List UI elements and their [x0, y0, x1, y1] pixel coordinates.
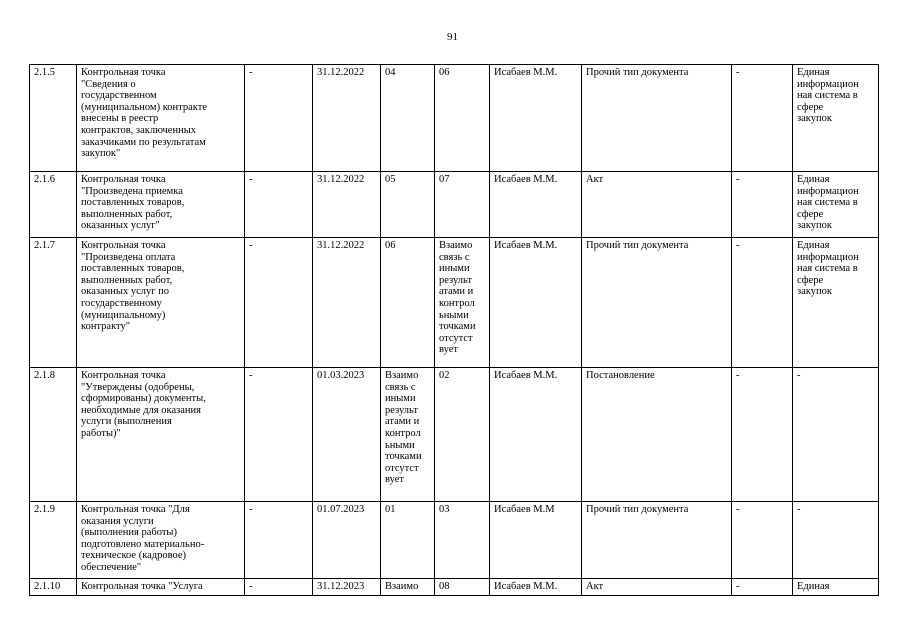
cell-dash: - — [732, 579, 793, 596]
cell-date: 31.12.2022 — [313, 238, 381, 368]
cell-information-system: Единая информацион ная система в сфере закупок — [793, 172, 879, 238]
cell-control-point: Контрольная точка "Произведена приемка поставленных товаров, выполненных работ, оказанных услуг" — [77, 172, 245, 238]
cell-number: 2.1.9 — [30, 502, 77, 579]
cell-date: 31.12.2022 — [313, 172, 381, 238]
cell-document-type: Прочий тип документа — [582, 65, 732, 172]
cell-date: 01.07.2023 — [313, 502, 381, 579]
cell-document-type: Прочий тип документа — [582, 238, 732, 368]
cell-document-type: Акт — [582, 579, 732, 596]
cell-dash: - — [245, 172, 313, 238]
cell-date: 31.12.2022 — [313, 65, 381, 172]
table-row — [30, 65, 879, 172]
page-number: 91 — [447, 31, 458, 43]
cell-information-system: - — [793, 502, 879, 579]
table-row — [30, 172, 879, 238]
cell-number: 2.1.10 — [30, 579, 77, 596]
cell-previous: 05 — [381, 172, 435, 238]
cell-date: 31.12.2023 — [313, 579, 381, 596]
cell-next: 08 — [435, 579, 490, 596]
cell-document-type: Постановление — [582, 368, 732, 502]
cell-document-type: Прочий тип документа — [582, 502, 732, 579]
cell-information-system: - — [793, 368, 879, 502]
cell-number: 2.1.5 — [30, 65, 77, 172]
cell-control-point: Контрольная точка "Утверждены (одобрены, сформированы) документы, необходимые для оказания услуги (выполнения работы)" — [77, 368, 245, 502]
cell-next: 02 — [435, 368, 490, 502]
cell-number: 2.1.7 — [30, 238, 77, 368]
cell-dash: - — [245, 579, 313, 596]
control-points-table — [29, 64, 879, 596]
table-row — [30, 579, 879, 596]
cell-dash: - — [245, 502, 313, 579]
cell-responsible: Исабаев М.М. — [490, 368, 582, 502]
cell-dash: - — [732, 368, 793, 502]
cell-responsible: Исабаев М.М. — [490, 238, 582, 368]
cell-responsible: Исабаев М.М. — [490, 172, 582, 238]
table-row — [30, 238, 879, 368]
table-row — [30, 368, 879, 502]
table-row — [30, 502, 879, 579]
cell-dash: - — [732, 65, 793, 172]
cell-dash: - — [245, 65, 313, 172]
cell-document-type: Акт — [582, 172, 732, 238]
cell-control-point: Контрольная точка "Произведена оплата поставленных товаров, выполненных работ, оказанных услуг по государственному (муниципальному) контракту" — [77, 238, 245, 368]
cell-responsible: Исабаев М.М. — [490, 579, 582, 596]
cell-next: 03 — [435, 502, 490, 579]
cell-previous: 04 — [381, 65, 435, 172]
cell-date: 01.03.2023 — [313, 368, 381, 502]
cell-next: Взаимо связь с иными результ атами и контрол ьными точками отсутст вует — [435, 238, 490, 368]
cell-information-system: Единая — [793, 579, 879, 596]
cell-control-point: Контрольная точка "Услуга — [77, 579, 245, 596]
cell-control-point: Контрольная точка "Для оказания услуги (выполнения работы) подготовлено материально- техническое (кадровое) обеспечение" — [77, 502, 245, 579]
cell-control-point: Контрольная точка "Сведения о государственном (муниципальном) контракте внесены в реестр контрактов, заключенных заказчиками по результатам закупок" — [77, 65, 245, 172]
cell-number: 2.1.6 — [30, 172, 77, 238]
cell-previous: 06 — [381, 238, 435, 368]
cell-dash: - — [732, 502, 793, 579]
cell-previous: 01 — [381, 502, 435, 579]
cell-responsible: Исабаев М.М — [490, 502, 582, 579]
cell-dash: - — [732, 172, 793, 238]
cell-previous: Взаимо — [381, 579, 435, 596]
cell-information-system: Единая информацион ная система в сфере закупок — [793, 238, 879, 368]
cell-responsible: Исабаев М.М. — [490, 65, 582, 172]
cell-next: 06 — [435, 65, 490, 172]
cell-dash: - — [245, 368, 313, 502]
cell-dash: - — [732, 238, 793, 368]
cell-previous: Взаимо связь с иными результ атами и контрол ьными точками отсутст вует — [381, 368, 435, 502]
cell-number: 2.1.8 — [30, 368, 77, 502]
cell-information-system: Единая информацион ная система в сфере закупок — [793, 65, 879, 172]
cell-next: 07 — [435, 172, 490, 238]
cell-dash: - — [245, 238, 313, 368]
